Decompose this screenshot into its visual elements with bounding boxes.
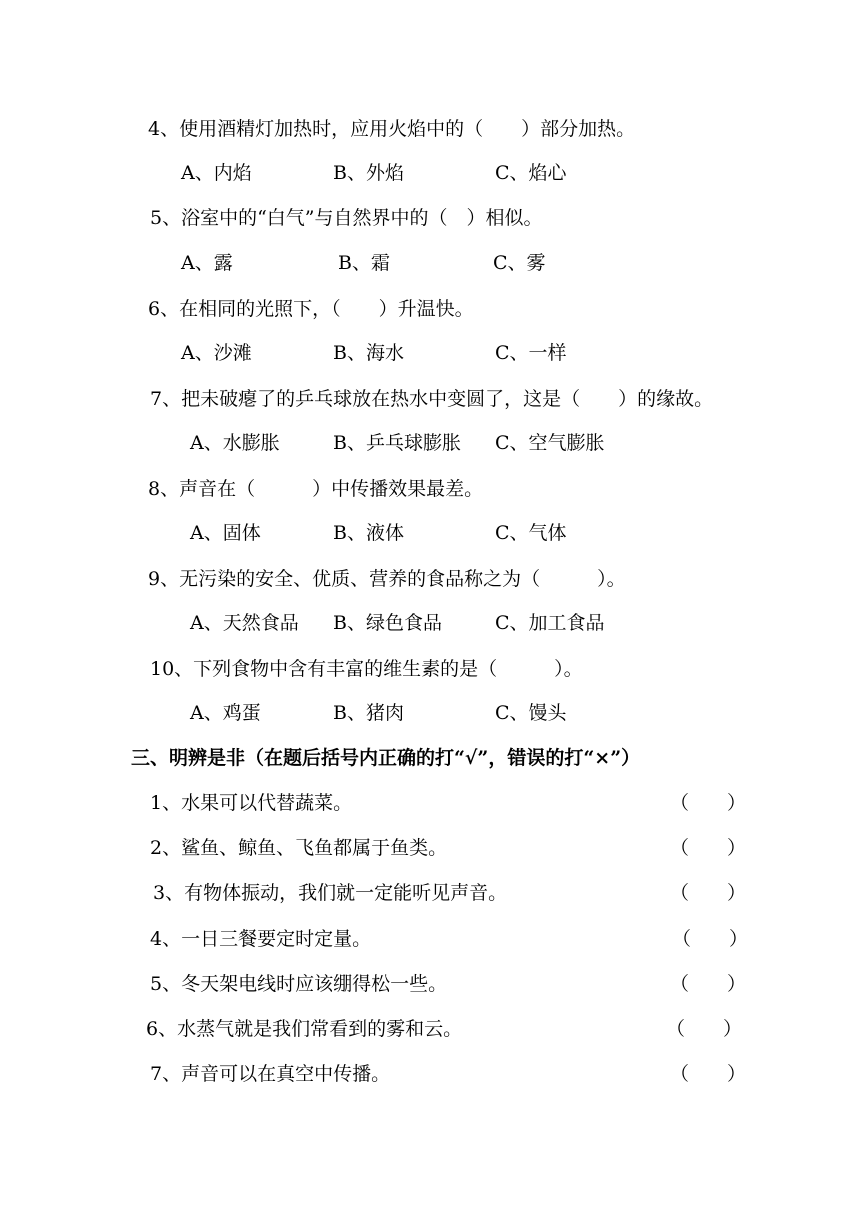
question-5-stem: 5、浴室中的“白气”与自然界中的（ ）相似。 [150,207,543,229]
question-6-option-c: C、一样 [495,342,567,364]
tf-item-6-text: 6、水蒸气就是我们常看到的雾和云。 [146,1018,463,1040]
question-5-option-c: C、雾 [493,252,546,274]
question-8-option-a: A、固体 [190,522,261,544]
question-4-option-b: B、外焰 [333,162,404,184]
question-9-option-b: B、绿色食品 [333,612,442,634]
question-6-option-b: B、海水 [333,342,404,364]
question-10-option-b: B、猪肉 [333,702,404,724]
tf-item-6-answer-blank: （ ） [666,1018,743,1040]
question-5-option-a: A、露 [181,252,233,274]
question-8-stem: 8、声音在（ ）中传播效果最差。 [148,478,484,500]
question-7-option-a: A、水膨胀 [190,432,280,454]
tf-item-3-answer-blank: （ ） [670,882,747,904]
question-10-option-a: A、鸡蛋 [190,702,261,724]
question-10-option-c: C、馒头 [495,702,567,724]
tf-item-7-text: 7、声音可以在真空中传播。 [150,1063,391,1085]
question-8-option-b: B、液体 [333,522,404,544]
question-7-option-b: B、乒乓球膨胀 [333,432,461,454]
tf-item-4-text: 4、一日三餐要定时定量。 [150,928,372,950]
question-4-option-a: A、内焰 [181,162,252,184]
question-9-stem: 9、无污染的安全、优质、营养的食品称之为（ ）。 [148,568,626,590]
tf-item-2-answer-blank: （ ） [670,837,747,859]
question-9-option-c: C、加工食品 [495,612,605,634]
question-4-option-c: C、焰心 [495,162,567,184]
question-9-option-a: A、天然食品 [190,612,299,634]
question-8-option-c: C、气体 [495,522,567,544]
tf-item-1-text: 1、水果可以代替蔬菜。 [150,792,353,814]
tf-item-2-text: 2、鲨鱼、鲸鱼、飞鱼都属于鱼类。 [150,837,448,859]
tf-item-4-answer-blank: （ ） [672,928,749,950]
question-10-stem: 10、下列食物中含有丰富的维生素的是（ ）。 [150,658,583,680]
question-5-option-b: B、霜 [338,252,390,274]
tf-item-3-text: 3、有物体振动，我们就一定能听见声音。 [153,882,508,904]
question-6-stem: 6、在相同的光照下，（ ）升温快。 [148,298,474,320]
question-6-option-a: A、沙滩 [181,342,252,364]
tf-item-7-answer-blank: （ ） [670,1063,747,1085]
tf-item-5-answer-blank: （ ） [670,973,747,995]
tf-item-1-answer-blank: （ ） [670,792,747,814]
question-4-stem: 4、使用酒精灯加热时，应用火焰中的（ ）部分加热。 [148,118,636,140]
question-7-stem: 7、把未破瘪了的乒乓球放在热水中变圆了，这是（ ）的缘故。 [150,388,714,410]
section-3-heading: 三、明辨是非（在题后括号内正确的打“√”，错误的打“×”） [131,747,641,769]
question-7-option-c: C、空气膨胀 [495,432,605,454]
tf-item-5-text: 5、冬天架电线时应该绷得松一些。 [150,973,448,995]
